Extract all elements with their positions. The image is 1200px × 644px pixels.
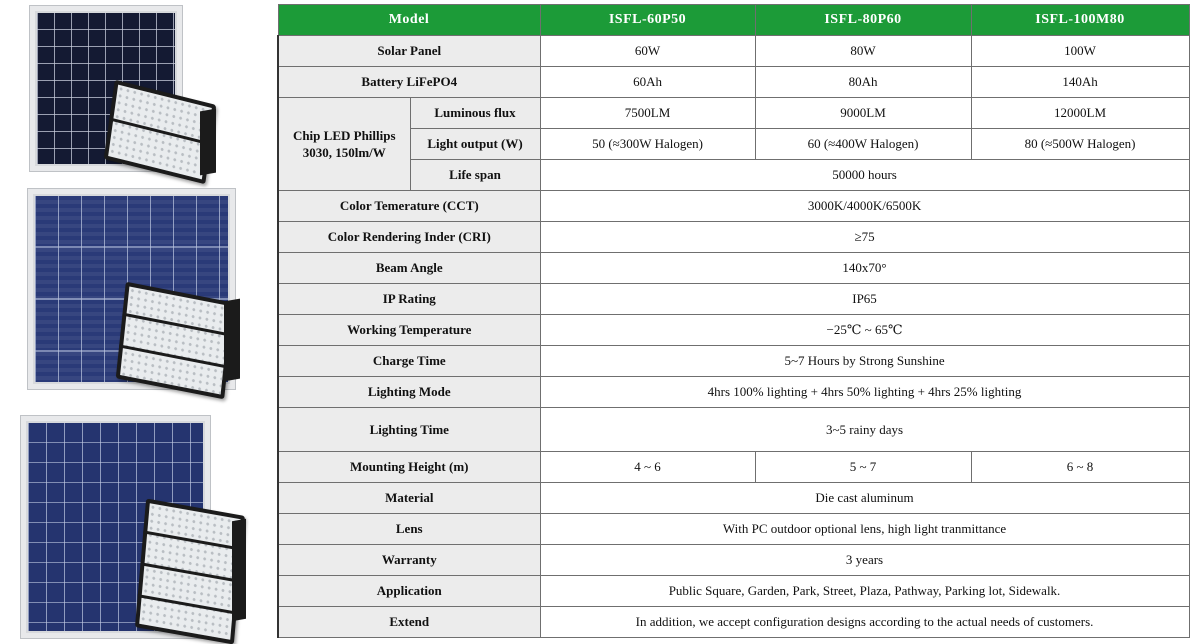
row-label: Solar Panel <box>278 36 540 67</box>
row-application <box>278 576 1189 607</box>
header-model-2: ISFL-80P60 <box>755 5 971 36</box>
chip-label-line2: 3030, 150lm/W <box>302 145 386 160</box>
header-model-3: ISFL-100M80 <box>971 5 1189 36</box>
cell-value: 50 (≈300W Halogen) <box>540 129 755 160</box>
row-label: Extend <box>278 607 540 638</box>
row-label: Application <box>278 576 540 607</box>
row-label: Warranty <box>278 545 540 576</box>
row-lighting-mode <box>278 377 1189 408</box>
product-images <box>0 0 270 643</box>
cell-value: Public Square, Garden, Park, Street, Plaza, Pathway, Parking lot, Sidewalk. <box>540 576 1189 607</box>
cell-value: With PC outdoor optional lens, high light tranmittance <box>540 514 1189 545</box>
cell-value: IP65 <box>540 284 1189 315</box>
row-luminous-flux <box>278 98 1189 129</box>
row-charge-time <box>278 346 1189 377</box>
cell-value: 4 ~ 6 <box>540 452 755 483</box>
cell-value: 9000LM <box>755 98 971 129</box>
row-label: Light output (W) <box>410 129 540 160</box>
row-working-temperature <box>278 315 1189 346</box>
row-label: Lighting Mode <box>278 377 540 408</box>
row-label: Battery LiFePO4 <box>278 67 540 98</box>
row-material <box>278 483 1189 514</box>
row-solar-panel <box>278 36 1189 67</box>
header-model-label: Model <box>278 5 540 36</box>
cell-value: 140x70° <box>540 253 1189 284</box>
cell-value: 4hrs 100% lighting + 4hrs 50% lighting + 4hrs 25% lighting <box>540 377 1189 408</box>
cell-value: 3~5 rainy days <box>540 408 1189 452</box>
header-row <box>278 5 1189 36</box>
cell-value: Die cast aluminum <box>540 483 1189 514</box>
row-label: Working Temperature <box>278 315 540 346</box>
cell-value: 80 (≈500W Halogen) <box>971 129 1189 160</box>
cell-value: 140Ah <box>971 67 1189 98</box>
row-beam-angle <box>278 253 1189 284</box>
cell-value: 80Ah <box>755 67 971 98</box>
row-lens <box>278 514 1189 545</box>
row-life-span <box>278 160 1189 191</box>
row-label: Charge Time <box>278 346 540 377</box>
row-ip-rating <box>278 284 1189 315</box>
row-label: Luminous flux <box>410 98 540 129</box>
row-battery <box>278 67 1189 98</box>
row-cri <box>278 222 1189 253</box>
cell-value: In addition, we accept configuration designs according to the actual needs of customers. <box>540 607 1189 638</box>
cell-value: 80W <box>755 36 971 67</box>
cell-value: 6 ~ 8 <box>971 452 1189 483</box>
cell-value: 60Ah <box>540 67 755 98</box>
row-label: Color Temerature (CCT) <box>278 191 540 222</box>
floodlight-image-2 <box>116 282 235 400</box>
cell-value: 60W <box>540 36 755 67</box>
row-label: Mounting Height (m) <box>278 452 540 483</box>
row-label: Color Rendering Inder (CRI) <box>278 222 540 253</box>
cell-value: 3 years <box>540 545 1189 576</box>
cell-value: −25℃ ~ 65℃ <box>540 315 1189 346</box>
spec-table <box>277 4 1190 638</box>
row-label: Lens <box>278 514 540 545</box>
row-extend <box>278 607 1189 638</box>
row-light-output <box>278 129 1189 160</box>
cell-value: 5~7 Hours by Strong Sunshine <box>540 346 1189 377</box>
cell-value: 7500LM <box>540 98 755 129</box>
floodlight-image-3 <box>135 499 245 644</box>
cell-value: 5 ~ 7 <box>755 452 971 483</box>
chip-label-line1: Chip LED Phillips <box>292 128 396 143</box>
chip-group-label <box>278 98 410 191</box>
row-mounting-height <box>278 452 1189 483</box>
row-warranty <box>278 545 1189 576</box>
cell-value: 3000K/4000K/6500K <box>540 191 1189 222</box>
cell-value: 12000LM <box>971 98 1189 129</box>
row-label: Life span <box>410 160 540 191</box>
cell-value: 60 (≈400W Halogen) <box>755 129 971 160</box>
cell-value: 50000 hours <box>540 160 1189 191</box>
row-label: Beam Angle <box>278 253 540 284</box>
row-label: IP Rating <box>278 284 540 315</box>
cell-value: 100W <box>971 36 1189 67</box>
header-model-1: ISFL-60P50 <box>540 5 755 36</box>
cell-value: ≥75 <box>540 222 1189 253</box>
row-label: Lighting Time <box>278 408 540 452</box>
row-label: Material <box>278 483 540 514</box>
row-lighting-time <box>278 408 1189 452</box>
row-cct <box>278 191 1189 222</box>
